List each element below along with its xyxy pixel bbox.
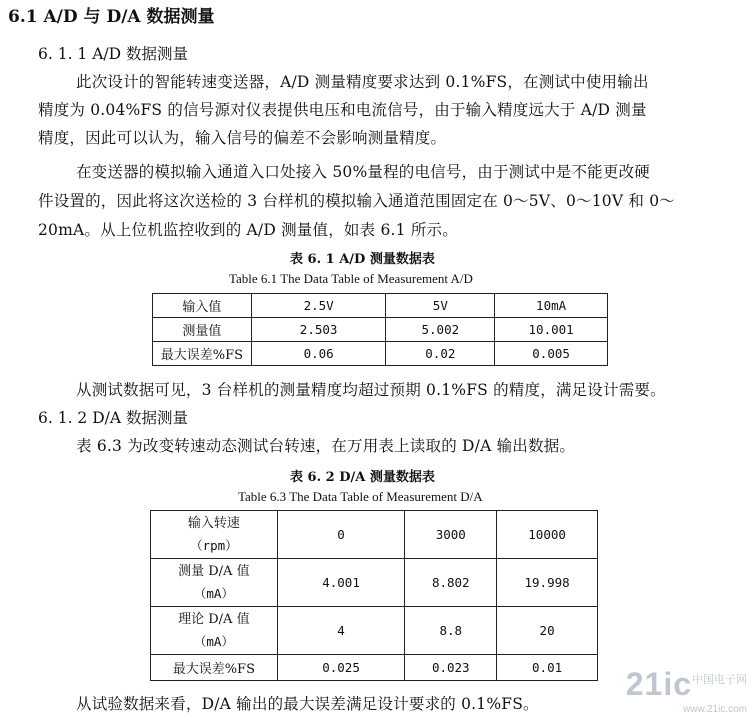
row-header: 最大误差%FS [153, 342, 252, 366]
row-header-unit: （mA） [193, 633, 234, 649]
table-cell: 3000 [405, 511, 497, 559]
watermark-main: 21ic [625, 666, 692, 702]
table-cell: 8.802 [405, 559, 497, 607]
table-row [151, 559, 598, 607]
paragraph-da-conclusion: 从试验数据来看，D/A 输出的最大误差满足设计要求的 0.1%FS。 [76, 695, 539, 713]
subsection-title-da: 6. 1. 2 D/A 数据测量 [38, 409, 188, 427]
table-cell: 10mA [495, 294, 608, 318]
row-header: 输入值 [153, 294, 252, 318]
table1-caption: 表 6. 1 A/D 测量数据表 [290, 252, 435, 267]
paragraph-da-intro: 表 6.3 为改变转速动态测试台转速，在万用表上读取的 D/A 输出数据。 [76, 437, 576, 455]
table-row [151, 511, 598, 559]
text-line: 20mA。从上位机监控收到的 A/D 测量值，如表 6.1 所示。 [38, 221, 458, 239]
watermark-url: www.21ic.com [683, 704, 747, 715]
table-cell: 0.06 [251, 342, 386, 366]
table-row [151, 655, 598, 681]
table-row [153, 342, 608, 366]
row-header-unit: （rpm） [190, 537, 238, 553]
table1-subcaption: Table 6.1 The Data Table of Measurement A/D [229, 271, 473, 286]
ad-measurement-table [152, 293, 608, 366]
row-header: 测量值 [153, 318, 252, 342]
table-cell: 0 [277, 511, 405, 559]
watermark-logo [626, 666, 747, 703]
row-header-line: 测量 D/A 值 [178, 563, 250, 579]
row-header [151, 607, 278, 655]
text-line: 件设置的，因此将这次送检的 3 台样机的模拟输入通道范围固定在 0～5V、0～10V 和 0～ [38, 192, 675, 210]
table2-caption: 表 6. 2 D/A 测量数据表 [290, 470, 435, 485]
row-header: 最大误差%FS [151, 655, 278, 681]
table-cell: 4 [277, 607, 405, 655]
table-cell: 8.8 [405, 607, 497, 655]
table-cell: 0.025 [277, 655, 405, 681]
table-cell: 20 [497, 607, 598, 655]
row-header [151, 559, 278, 607]
table-cell: 4.001 [277, 559, 405, 607]
row-header [151, 511, 278, 559]
table-cell: 2.5V [251, 294, 386, 318]
subsection-title-ad: 6. 1. 1 A/D 数据测量 [38, 45, 188, 63]
table-cell: 10.001 [495, 318, 608, 342]
table-cell: 5.002 [386, 318, 495, 342]
table-row [153, 294, 608, 318]
section-title: 6.1 A/D 与 D/A 数据测量 [8, 7, 215, 27]
table-cell: 5V [386, 294, 495, 318]
row-header-line: 理论 D/A 值 [178, 611, 250, 627]
table-cell: 0.005 [495, 342, 608, 366]
row-header-unit: （mA） [193, 585, 234, 601]
table-cell: 0.01 [497, 655, 598, 681]
table-cell: 0.02 [386, 342, 495, 366]
table-cell: 10000 [497, 511, 598, 559]
text-line: 此次设计的智能转速变送器，A/D 测量精度要求达到 0.1%FS，在测试中使用输出 [76, 73, 649, 91]
text-line: 精度为 0.04%FS 的信号源对仪表提供电压和电流信号，由于输入精度远大于 A/D 测量 [38, 101, 647, 119]
table-cell: 2.503 [251, 318, 386, 342]
text-line: 精度，因此可以认为，输入信号的偏差不会影响测量精度。 [38, 129, 447, 147]
watermark-top: 中国电子网 [692, 674, 747, 686]
table-row [153, 318, 608, 342]
da-measurement-table [150, 510, 598, 681]
table2-subcaption: Table 6.3 The Data Table of Measurement D/A [238, 489, 483, 504]
text-line: 在变送器的模拟输入通道入口处接入 50%量程的电信号，由于测试中是不能更改硬 [76, 163, 650, 181]
table-cell: 19.998 [497, 559, 598, 607]
paragraph-ad-conclusion: 从测试数据可见，3 台样机的测量精度均超过预期 0.1%FS 的精度，满足设计需要。 [76, 381, 666, 399]
row-header-line: 输入转速 [187, 515, 240, 531]
table-cell: 0.023 [405, 655, 497, 681]
table-row [151, 607, 598, 655]
